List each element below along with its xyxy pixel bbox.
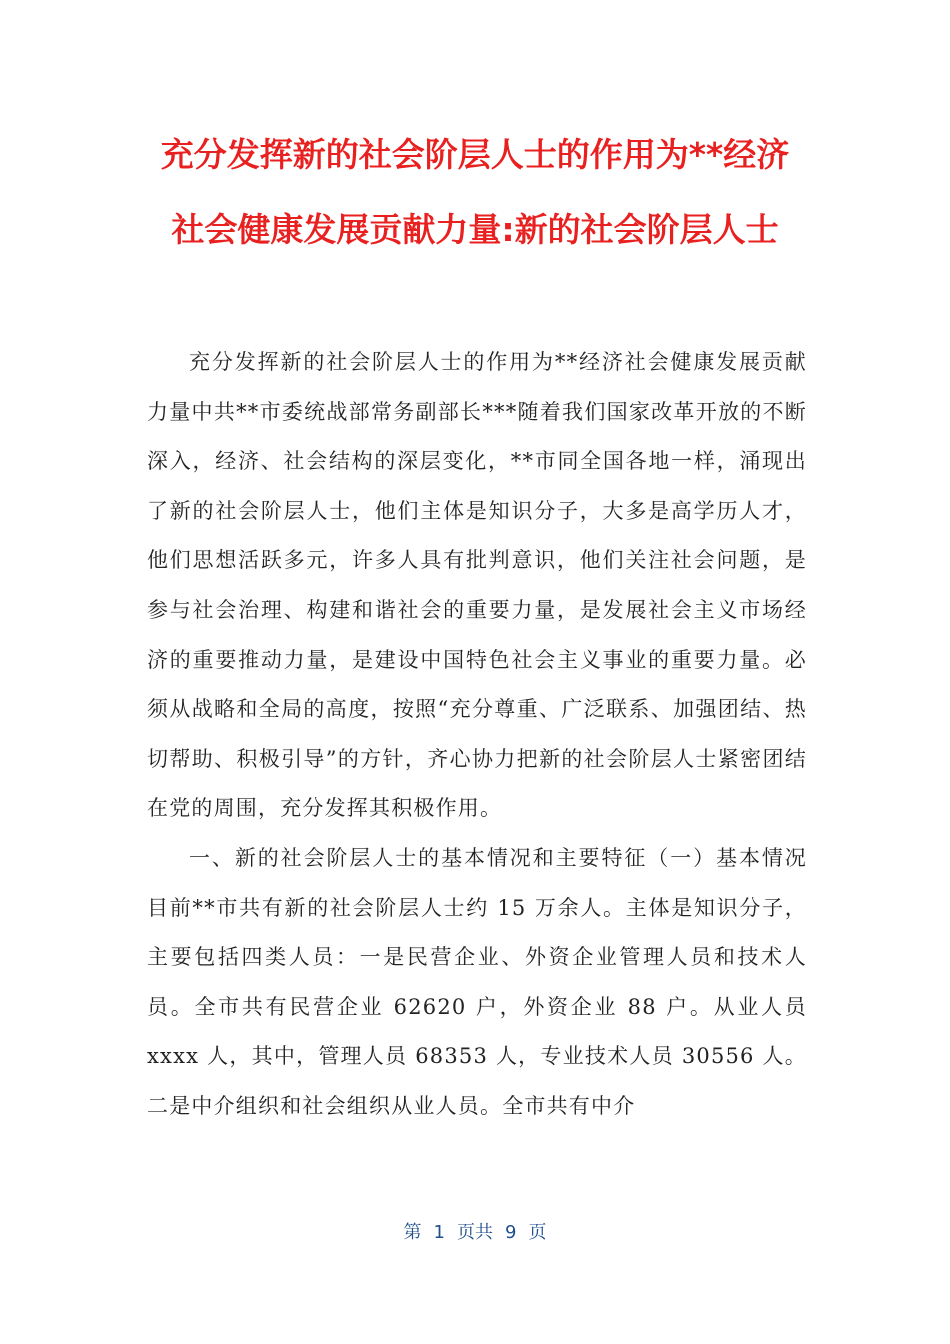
page-footer [0,1218,950,1244]
body-paragraph: 一、新的社会阶层人士的基本情况和主要特征（一）基本情况目前**市共有新的社会阶层人士约 15 万余人。主体是知识分子，主要包括四类人员：一是民营企业、外资企业管理人员和技术人员。全市共有民营企业 62620 户，外资企业 88 户。从业人员 xxxx 人，其中，管理人员 68353 人，专业技术人员 30556 人。二是中介组织和社会组织从业人员。全市共有中介 [147,845,807,1118]
document-body [147,338,807,1132]
total-pages-number: 9 [505,1222,517,1243]
footer-label: 第 [403,1222,422,1243]
body-paragraph: 充分发挥新的社会阶层人士的作用为**经济社会健康发展贡献力量中共**市委统战部常务副部长***随着我们国家改革开放的不断深入，经济、社会结构的深层变化，**市同全国各地一样，涌现出了新的社会阶层人士，他们主体是知识分子，大多是高学历人才，他们思想活跃多元，许多人具有批判意识，他们关注社会问题，是参与社会治理、构建和谐社会的重要力量，是发展社会主义市场经济的重要推动力量，是建设中国特色社会主义事业的重要力量。必须从战略和全局的高度，按照“充分尊重、广泛联系、加强团结、热切帮助、积极引导”的方针，齐心协力把新的社会阶层人士紧密团结在党的周围，充分发挥其积极作用。 [147,350,807,821]
document-title-line-2: 社会健康发展贡献力量:新的社会阶层人士 [171,210,779,249]
current-page-number: 1 [433,1222,445,1243]
footer-label: 页 [528,1222,547,1243]
footer-label: 页共 [457,1222,493,1243]
document-title-line-1: 充分发挥新的社会阶层人士的作用为**经济 [160,135,790,174]
